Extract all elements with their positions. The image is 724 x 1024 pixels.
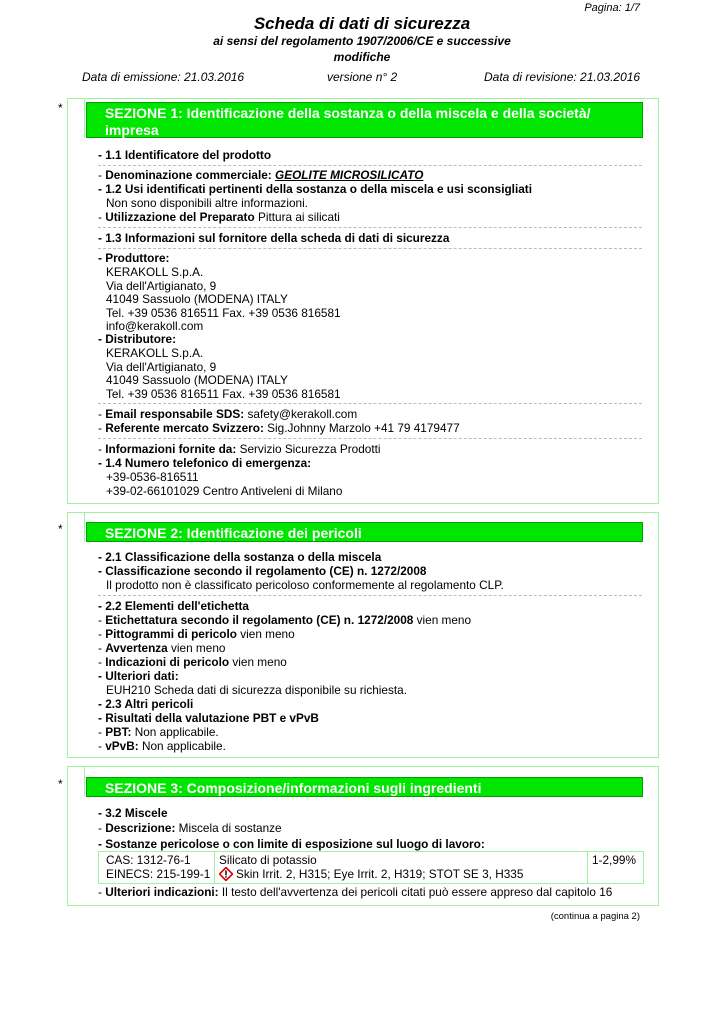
s1-line: - Email responsabile SDS: safety@kerakoll.com (98, 407, 358, 421)
divider (98, 403, 642, 404)
subtitle-line-1: ai sensi del regolamento 1907/2006/CE e successive (213, 34, 511, 48)
s1-line: info@kerakoll.com (106, 319, 204, 333)
s1-line: - Utilizzazione del Preparato Pittura ai silicati (98, 210, 340, 224)
s1-line: Tel. +39 0536 816511 Fax. +39 0536 816581 (106, 387, 341, 401)
revision-date: Data di revisione: 21.03.2016 (484, 70, 641, 84)
section-1-title-2: impresa (105, 122, 159, 138)
s1-line: 41049 Sassuolo (MODENA) ITALY (106, 292, 288, 306)
s3-line: - Ulteriori indicazioni: Il testo dell'avvertenza dei pericoli citati può essere appreso dal capitolo 16 (98, 885, 613, 899)
divider (98, 248, 642, 249)
s1-line: - 1.3 Informazioni sul fornitore della scheda di dati di sicurezza (98, 231, 450, 245)
s1-line: 41049 Sassuolo (MODENA) ITALY (106, 373, 288, 387)
section-3-header (86, 777, 643, 797)
s1-line: - Informazioni fornite da: Servizio Sicurezza Prodotti (98, 442, 381, 456)
s3-line: - Descrizione: Miscela di sostanze (98, 821, 282, 835)
s1-line: - Referente mercato Svizzero: Sig.Johnny Marzolo +41 79 4179477 (98, 421, 460, 435)
page-number: Pagina: 1/7 (584, 2, 640, 14)
table-col-divider (587, 851, 588, 883)
change-marker: * (58, 522, 63, 536)
change-marker: * (58, 777, 63, 791)
product-name: GEOLITE MICROSILICATO (275, 168, 424, 182)
section-3-rule (84, 766, 85, 796)
version: versione n° 2 (327, 70, 398, 84)
section-2-header (86, 522, 643, 542)
divider (98, 595, 642, 596)
email-link[interactable]: safety@kerakoll.com (247, 407, 358, 421)
s1-line: Non sono disponibili altre informazioni. (106, 196, 308, 210)
s2-line: - Risultati della valutazione PBT e vPvB (98, 711, 319, 725)
s1-line: - 1.1 Identificatore del prodotto (98, 148, 272, 162)
s2-line: - Pittogrammi di pericolo vien meno (98, 627, 295, 641)
s1-line: - 1.2 Usi identificati pertinenti della sostanza o della miscela e usi sconsigliati (98, 182, 533, 196)
s2-line: - Avvertenza vien meno (98, 641, 226, 655)
s2-line: - 2.3 Altri pericoli (98, 697, 194, 711)
s2-line: - Indicazioni di pericolo vien meno (98, 655, 287, 669)
s1-line: Via dell'Artigianato, 9 (106, 279, 217, 293)
hazard-classes: Skin Irrit. 2, H315; Eye Irrit. 2, H319; STOT SE 3, H335 (236, 867, 524, 881)
s2-line: - 2.1 Classificazione della sostanza o della miscela (98, 550, 382, 564)
document-subtitle (0, 33, 724, 65)
s1-line: Tel. +39 0536 816511 Fax. +39 0536 816581 (106, 306, 341, 320)
s1-line: - Denominazione commerciale: GEOLITE MICROSILICATO (98, 168, 424, 182)
subtitle-line-2: modifiche (333, 50, 391, 64)
section-2-rule (84, 512, 85, 542)
concentration-range: 1-2,99% (592, 853, 636, 867)
section-1-header (86, 102, 643, 138)
s2-line: - Classificazione secondo il regolamento (CE) n. 1272/2008 (98, 564, 427, 578)
s2-line: - vPvB: Non applicabile. (98, 739, 226, 753)
s2-line: EUH210 Scheda dati di sicurezza disponibile su richiesta. (106, 683, 407, 697)
s2-line: Il prodotto non è classificato pericoloso conformemente al regolamento CLP. (106, 578, 504, 592)
s3-line: - 3.2 Miscele (98, 806, 168, 820)
s1-line: +39-0536-816511 (106, 470, 199, 484)
s1-line: KERAKOLL S.p.A. (106, 265, 204, 279)
s2-line: - 2.2 Elementi dell'etichetta (98, 599, 249, 613)
s1-line: - Distributore: (98, 332, 177, 346)
issue-date: Data di emissione: 21.03.2016 (82, 70, 245, 84)
continuation-note: (continua a pagina 2) (550, 911, 640, 922)
s1-line: Via dell'Artigianato, 9 (106, 360, 217, 374)
s2-line: - Ulteriori dati: (98, 669, 179, 683)
table-col-divider (214, 851, 215, 883)
section-3-title: SEZIONE 3: Composizione/informazioni sugli ingredienti (105, 780, 482, 796)
section-1-title-1: SEZIONE 1: Identificazione della sostanza o della miscela e della società/ (105, 105, 591, 121)
cas-number: CAS: 1312-76-1 (106, 853, 191, 867)
s1-line: KERAKOLL S.p.A. (106, 346, 204, 360)
document-title: Scheda di dati di sicurezza (253, 14, 471, 33)
s3-line: - Sostanze pericolose o con limite di esposizione sul luogo di lavoro: (98, 837, 485, 851)
s1-line: +39-02-66101029 Centro Antiveleni di Milano (106, 484, 343, 498)
divider (98, 165, 642, 166)
divider (98, 227, 642, 228)
section-2-title: SEZIONE 2: Identificazione dei pericoli (105, 525, 362, 541)
substance-name: Silicato di potassio (219, 853, 317, 867)
change-marker: * (58, 101, 63, 115)
s1-line: - Produttore: (98, 251, 170, 265)
s2-line: - Etichettatura secondo il regolamento (CE) n. 1272/2008 vien meno (98, 613, 472, 627)
divider (98, 438, 642, 439)
exclamation-mark-icon (219, 867, 233, 881)
einecs-number: EINECS: 215-199-1 (106, 867, 211, 881)
s2-line: - PBT: Non applicabile. (98, 725, 219, 739)
s1-line: - 1.4 Numero telefonico di emergenza: (98, 456, 312, 470)
section-1-rule (84, 98, 85, 138)
